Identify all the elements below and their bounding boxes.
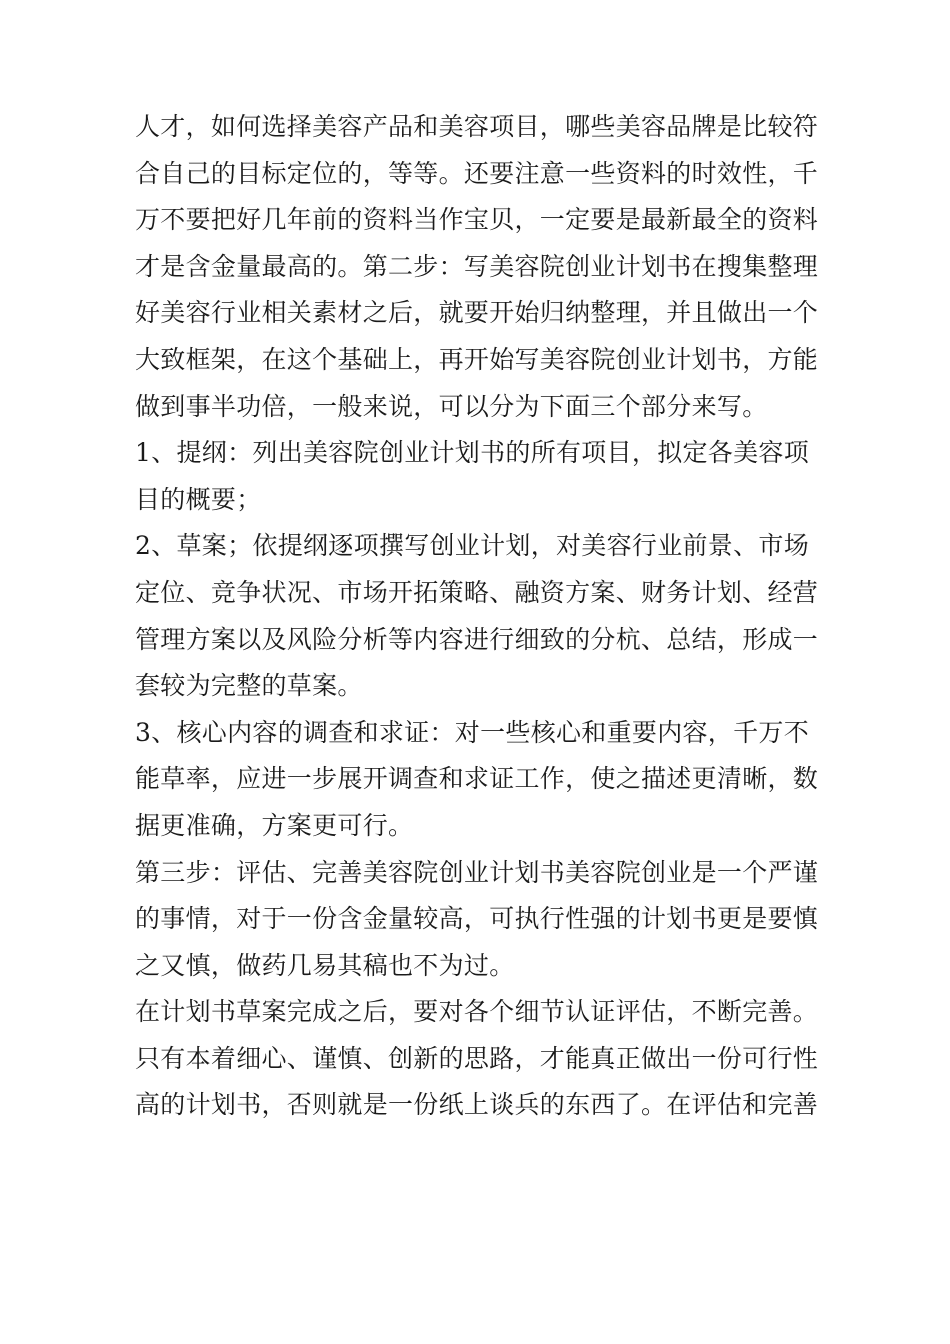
text-line: 合自己的目标定位的，等等。还要注意一些资料的时效性，千 — [135, 158, 819, 188]
text-line: 目的概要； — [135, 484, 262, 514]
text-line: 2、草案；依提纲逐项撰写创业计划，对美容行业前景、市场 — [135, 531, 810, 561]
document-body — [135, 104, 825, 1129]
text-line: 大致框架，在这个基础上，再开始写美容院创业计划书，方能 — [135, 344, 819, 374]
text-line: 管理方案以及风险分析等内容进行细致的分杭、总结，形成一 — [135, 624, 819, 654]
text-line: 之又慎，做药几易其稿也不为过。 — [135, 950, 515, 980]
text-line: 只有本着细心、谨慎、创新的思路，才能真正做出一份可行性 — [135, 1043, 819, 1073]
text-line: 能草率，应进一步展开调查和求证工作，使之描述更清晰，数 — [135, 764, 819, 794]
text-line: 的事情，对于一份含金量较高，可执行性强的计划书更是要慎 — [135, 904, 819, 934]
text-line: 在计划书草案完成之后，要对各个细节认证评估，不断完善。 — [135, 997, 819, 1027]
text-line: 万不要把好几年前的资料当作宝贝，一定要是最新最全的资料 — [135, 205, 819, 235]
text-line: 高的计划书，否则就是一份纸上谈兵的东西了。在评估和完善 — [135, 1090, 819, 1120]
text-line: 才是含金量最高的。第二步：写美容院创业计划书在搜集整理 — [135, 251, 819, 281]
text-line: 做到事半功倍，一般来说，可以分为下面三个部分来写。 — [135, 391, 768, 421]
text-line: 3、核心内容的调查和求证：对一些核心和重要内容，千万不 — [135, 717, 810, 747]
text-line: 据更准确，方案更可行。 — [135, 810, 414, 840]
text-line: 第三步：评估、完善美容院创业计划书美容院创业是一个严谨 — [135, 857, 819, 887]
text-line: 好美容行业相关素材之后，就要开始归纳整理，并且做出一个 — [135, 298, 819, 328]
text-line: 1、提纲：列出美容院创业计划书的所有项目，拟定各美容项 — [135, 438, 810, 468]
text-line: 定位、竞争状况、市场开拓策略、融资方案、财务计划、经营 — [135, 577, 819, 607]
text-line: 人才，如何选择美容产品和美容项目，哪些美容品牌是比较符 — [135, 112, 819, 141]
text-line: 套较为完整的草案。 — [135, 671, 363, 701]
